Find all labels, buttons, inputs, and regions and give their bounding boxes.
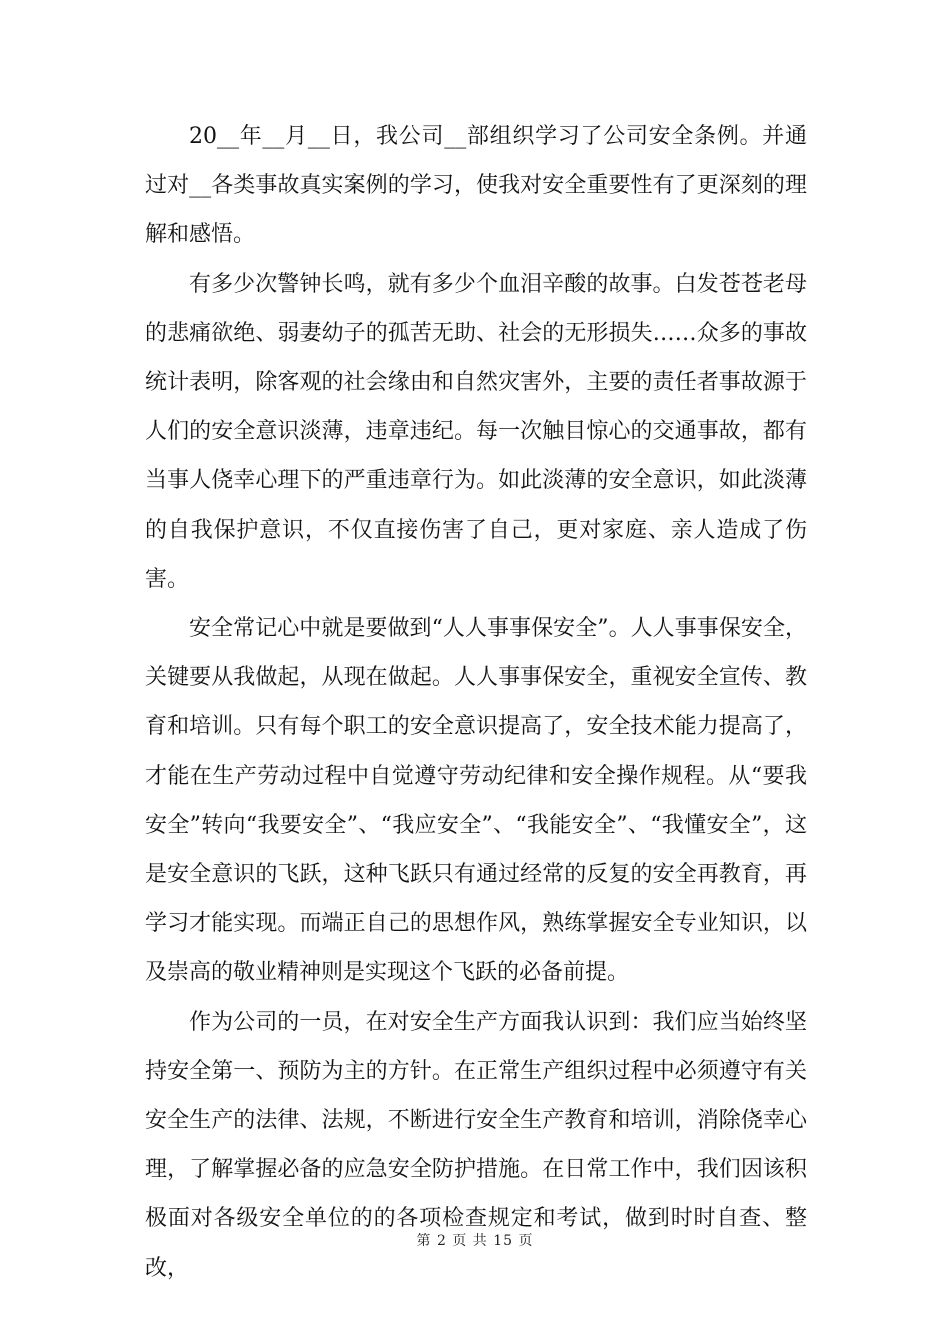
paragraph-1: 20__年__月__日，我公司__部组织学习了公司安全条例。并通过对__各类事故真实案例的学习，使我对安全重要性有了更深刻的理解和感悟。 — [145, 124, 807, 248]
paragraph-2: 有多少次警钟长鸣，就有多少个血泪辛酸的故事。白发苍苍老母的悲痛欲绝、弱妻幼子的孤苦无助、社会的无形损失……众多的事故统计表明，除客观的社会缘由和自然灾害外，主要的责任者事故源于人们的安全意识淡薄，违章违纪。每一次触目惊心的交通事故，都有当事人侥幸心理下的严重违章行为。如此淡薄的安全意识，如此淡薄的自我保护意识，不仅直接伤害了自己，更对家庭、亲人造成了伤害。 — [145, 271, 807, 592]
paragraph-4: 作为公司的一员，在对安全生产方面我认识到：我们应当始终坚持安全第一、预防为主的方针。在正常生产组织过程中必须遵守有关安全生产的法律、法规，不断进行安全生产教育和培训，消除侥幸心理，了解掌握必备的应急安全防护措施。在日常工作中，我们因该积极面对各级安全单位的的各项检查规定和考试，做到时时自查、整改， — [145, 1009, 807, 1281]
paragraph-3: 安全常记心中就是要做到“人人事事保安全”。人人事事保安全，关键要从我做起，从现在做起。人人事事保安全，重视安全宣传、教育和培训。只有每个职工的安全意识提高了，安全技术能力提高了，才能在生产劳动过程中自觉遵守劳动纪律和安全操作规程。从“要我安全”转向“我要安全”、“我应安全”、“我能安全”、“我懂安全”，这是安全意识的飞跃，这种飞跃只有通过经常的反复的安全再教育，再学习才能实现。而端正自己的思想作风，熟练掌握安全专业知识，以及崇高的敬业精神则是实现这个飞跃的必备前提。 — [145, 616, 807, 986]
document-body — [145, 112, 807, 1293]
page-number-footer: 第 2 页 共 15 页 — [416, 1233, 534, 1249]
